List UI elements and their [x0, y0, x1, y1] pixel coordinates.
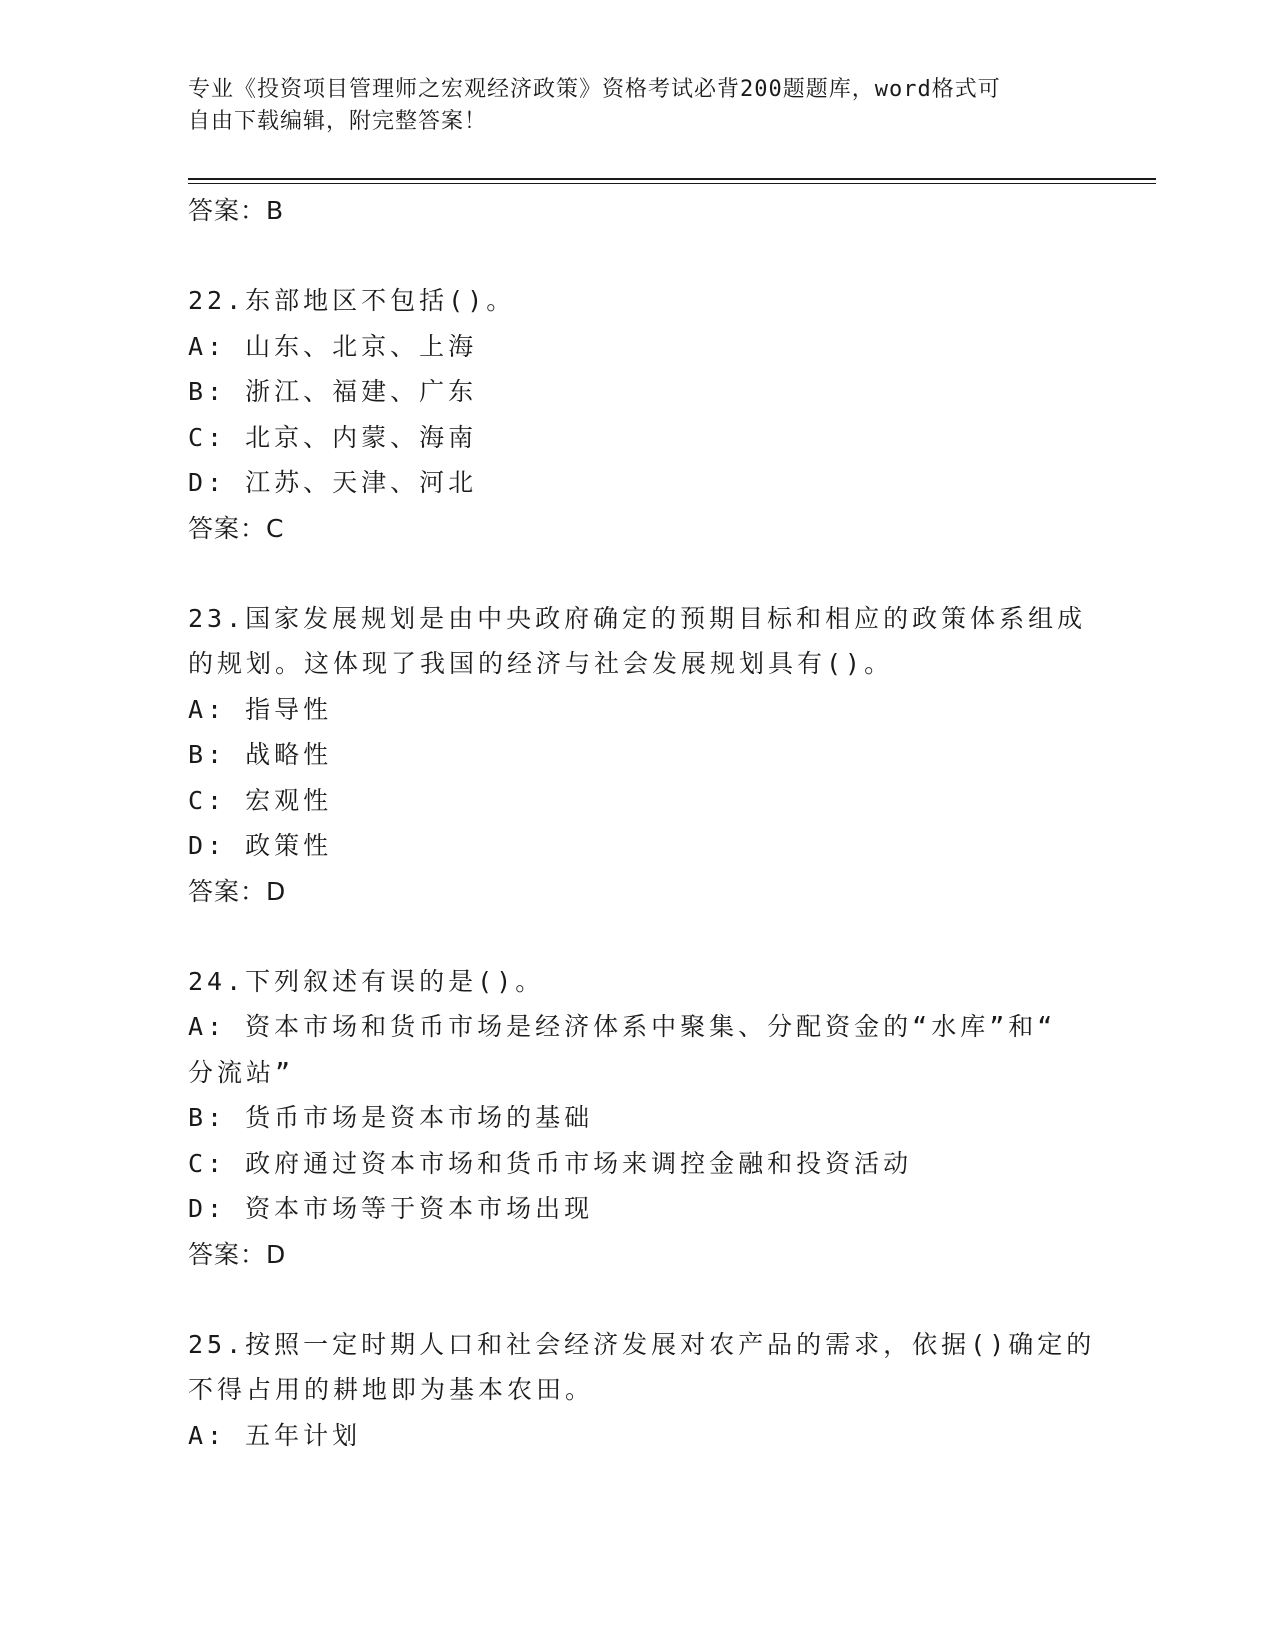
- option-a: A: 资本市场和货币市场是经济体系中聚集、分配资金的“水库”和“: [188, 1012, 1057, 1041]
- question-25: [188, 1322, 1096, 1459]
- option-d: D: 政策性: [188, 831, 333, 860]
- answer-line: 答案：D: [188, 876, 287, 906]
- answer-line: 答案：D: [188, 1239, 287, 1269]
- header-line-1: 专业《投资项目管理师之宏观经济政策》资格考试必背200题题库，word格式可: [188, 77, 1001, 102]
- question-22: [188, 278, 1088, 552]
- option-c: C: 北京、内蒙、海南: [188, 422, 478, 452]
- answer-line: 答案：C: [188, 513, 285, 543]
- option-d: D: 资本市场等于资本市场出现: [188, 1194, 594, 1223]
- document-header: [188, 74, 1068, 138]
- header-line-2: 自由下载编辑，附完整答案！: [188, 109, 488, 134]
- option-c: C: 政府通过资本市场和货币市场来调控金融和投资活动: [188, 1148, 913, 1178]
- option-b: B: 战略性: [188, 740, 333, 769]
- option-c: C: 宏观性: [188, 785, 333, 815]
- answer-line: 答案：B: [188, 196, 285, 225]
- option-a: A: 指导性: [188, 694, 333, 724]
- option-d: D: 江苏、天津、河北: [188, 468, 478, 497]
- question-stem: 25.按照一定时期人口和社会经济发展对农产品的需求，依据()确定的: [188, 1329, 1096, 1359]
- header-divider-thick: [188, 178, 1156, 180]
- question-list: [188, 188, 1096, 1458]
- question-24: [188, 959, 1088, 1278]
- option-b: B: 浙江、福建、广东: [188, 377, 478, 406]
- question-stem: 22.东部地区不包括()。: [188, 286, 516, 315]
- question-23: [188, 596, 1088, 915]
- question-stem: 23.国家发展规划是由中央政府确定的预期目标和相应的政策体系组成: [188, 603, 1087, 633]
- option-b: B: 货币市场是资本市场的基础: [188, 1103, 594, 1132]
- header-divider-thin: [188, 183, 1156, 184]
- question-stem-continued: 的规划。这体现了我国的经济与社会发展规划具有()。: [188, 649, 894, 678]
- question-stem-continued: 不得占用的耕地即为基本农田。: [188, 1375, 595, 1404]
- option-a-continued: 分流站”: [188, 1057, 295, 1087]
- question-stem: 24.下列叙述有误的是()。: [188, 966, 545, 996]
- option-a: A: 五年计划: [188, 1420, 362, 1450]
- option-a: A: 山东、北京、上海: [188, 331, 478, 361]
